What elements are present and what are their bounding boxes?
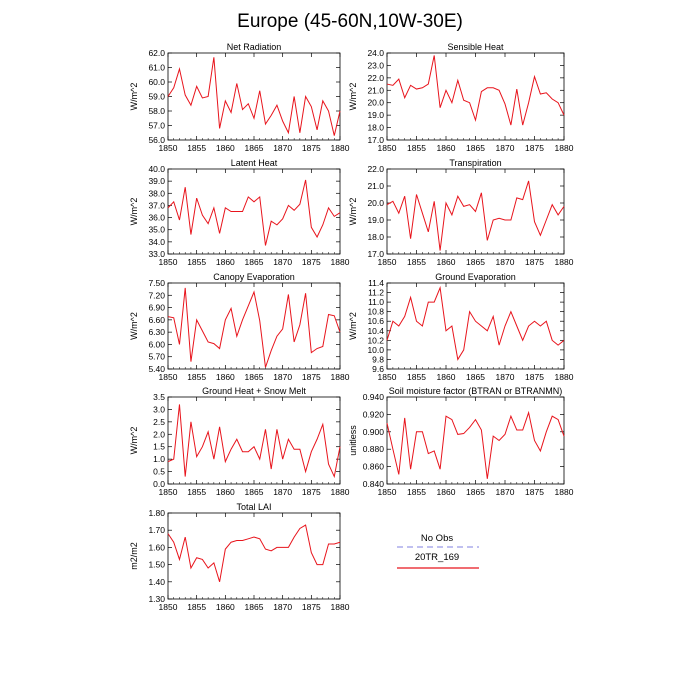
y-axis-label: W/m^2 <box>129 197 139 226</box>
x-tick-label: 1880 <box>554 372 574 382</box>
y-axis-label: W/m^2 <box>129 312 139 340</box>
x-tick-label: 1875 <box>301 487 321 497</box>
y-axis-label: W/m^2 <box>129 426 139 455</box>
series-line-20tr-169 <box>387 288 564 360</box>
y-tick-label: 23.0 <box>367 60 384 71</box>
x-tick-label: 1880 <box>330 487 350 497</box>
y-axis-label: W/m^2 <box>348 82 358 111</box>
y-tick-label: 2.5 <box>153 416 165 427</box>
y-tick-label: 2.0 <box>153 429 165 440</box>
y-tick-label: 39.0 <box>148 176 165 187</box>
y-tick-label: 0.5 <box>153 466 165 477</box>
panel-latent-heat <box>129 158 350 267</box>
x-tick-label: 1850 <box>377 257 397 267</box>
y-tick-label: 22.0 <box>367 72 384 83</box>
x-tick-label: 1870 <box>495 372 515 382</box>
x-tick-label: 1865 <box>244 602 264 612</box>
y-tick-label: 10.0 <box>367 344 384 355</box>
y-tick-label: 20.0 <box>367 97 384 108</box>
y-tick-label: 1.40 <box>148 576 165 587</box>
y-tick-label: 5.40 <box>148 364 165 374</box>
plot-frame <box>168 169 340 254</box>
y-tick-label: 24.0 <box>367 48 384 58</box>
y-axis-label: W/m^2 <box>348 312 358 340</box>
y-tick-label: 0.900 <box>362 426 384 437</box>
y-tick-label: 19.0 <box>367 215 384 225</box>
y-tick-label: 10.2 <box>367 335 384 346</box>
plot-frame <box>168 513 340 599</box>
y-tick-label: 1.50 <box>148 559 165 570</box>
x-tick-label: 1855 <box>407 372 426 382</box>
panel-sensible-heat <box>348 42 574 153</box>
x-tick-label: 1875 <box>301 602 321 612</box>
x-tick-label: 1855 <box>407 487 426 497</box>
series-line-20tr-169 <box>168 288 340 367</box>
x-tick-label: 1860 <box>215 257 235 267</box>
x-tick-label: 1870 <box>273 372 293 382</box>
y-tick-label: 1.60 <box>148 542 165 553</box>
x-tick-label: 1850 <box>377 372 397 382</box>
y-tick-label: 11.4 <box>368 278 384 288</box>
panel-title-transpiration: Transpiration <box>449 158 502 168</box>
panel-soil-moisture-factor-btran-or-btranmn <box>348 386 574 497</box>
plot-frame <box>387 53 564 140</box>
y-tick-label: 7.50 <box>148 278 165 288</box>
x-tick-label: 1875 <box>525 143 544 153</box>
y-tick-label: 21.0 <box>367 181 384 191</box>
y-tick-label: 0.860 <box>362 461 384 472</box>
y-tick-label: 0.880 <box>362 444 384 455</box>
legend-label-20tr-169: 20TR_169 <box>414 552 460 563</box>
y-tick-label: 37.0 <box>148 200 165 211</box>
y-tick-label: 9.6 <box>372 364 384 374</box>
y-tick-label: 1.30 <box>148 594 165 604</box>
x-tick-label: 1875 <box>525 257 544 267</box>
y-tick-label: 62.0 <box>148 48 165 58</box>
y-tick-label: 57.0 <box>148 120 165 131</box>
x-tick-label: 1875 <box>525 487 544 497</box>
x-tick-label: 1860 <box>436 257 456 267</box>
x-tick-label: 1850 <box>158 487 178 497</box>
series-line-20tr-169 <box>387 55 564 125</box>
legend <box>397 533 479 568</box>
panel-ground-heat-snow-melt <box>129 386 350 497</box>
y-tick-label: 6.90 <box>148 302 165 313</box>
y-tick-label: 3.0 <box>153 404 165 415</box>
x-tick-label: 1880 <box>554 487 574 497</box>
panel-title-net-radiation: Net Radiation <box>226 42 282 52</box>
y-tick-label: 11.2 <box>368 287 384 298</box>
series-line-20tr-169 <box>168 180 340 246</box>
legend-label-no-obs: No Obs <box>420 533 454 544</box>
x-tick-label: 1870 <box>495 257 515 267</box>
y-tick-label: 6.60 <box>148 314 165 325</box>
panel-total-lai <box>129 502 350 612</box>
y-tick-label: 1.0 <box>153 454 165 465</box>
x-tick-label: 1875 <box>301 143 321 153</box>
x-tick-label: 1860 <box>215 143 235 153</box>
y-tick-label: 19.0 <box>367 110 384 121</box>
x-tick-label: 1880 <box>330 143 350 153</box>
x-tick-label: 1860 <box>215 372 235 382</box>
panel-title-latent-heat: Latent Heat <box>230 158 278 168</box>
y-tick-label: 18.0 <box>367 122 384 133</box>
y-axis-label: unitless <box>348 425 358 456</box>
x-tick-label: 1880 <box>330 602 350 612</box>
x-tick-label: 1855 <box>187 143 207 153</box>
x-tick-label: 1865 <box>244 487 264 497</box>
panel-title-ground-heat-snow-melt: Ground Heat + Snow Melt <box>202 386 306 396</box>
y-tick-label: 1.70 <box>148 525 165 536</box>
y-tick-label: 10.6 <box>367 316 384 327</box>
series-line-20tr-169 <box>168 525 340 582</box>
panel-ground-evaporation <box>348 272 574 382</box>
x-tick-label: 1860 <box>436 372 456 382</box>
x-tick-label: 1850 <box>377 143 397 153</box>
figure-title: Europe (45-60N,10W-30E) <box>237 11 463 32</box>
y-tick-label: 6.30 <box>148 327 165 338</box>
y-tick-label: 20.0 <box>367 198 384 208</box>
plot-frame <box>387 283 564 369</box>
panels <box>129 42 574 612</box>
x-tick-label: 1875 <box>525 372 544 382</box>
x-tick-label: 1880 <box>554 257 574 267</box>
x-tick-label: 1865 <box>466 487 485 497</box>
y-tick-label: 9.8 <box>372 354 384 365</box>
x-tick-label: 1880 <box>330 372 350 382</box>
plot-frame <box>387 397 564 484</box>
y-tick-label: 38.0 <box>148 188 165 199</box>
y-tick-label: 1.5 <box>153 441 165 452</box>
x-tick-label: 1860 <box>215 602 235 612</box>
x-tick-label: 1865 <box>466 143 485 153</box>
x-tick-label: 1865 <box>466 257 485 267</box>
y-tick-label: 33.0 <box>148 249 165 259</box>
y-tick-label: 34.0 <box>148 236 165 247</box>
y-tick-label: 11.0 <box>368 297 384 308</box>
y-tick-label: 17.0 <box>367 249 384 259</box>
x-tick-label: 1870 <box>495 143 515 153</box>
series-line-20tr-169 <box>387 181 564 251</box>
y-tick-label: 5.70 <box>148 351 165 362</box>
x-tick-label: 1875 <box>301 372 321 382</box>
x-tick-label: 1850 <box>158 602 178 612</box>
panel-canopy-evaporation <box>129 272 350 382</box>
y-tick-label: 3.5 <box>153 392 165 402</box>
y-tick-label: 10.8 <box>367 306 384 317</box>
y-axis-label: m2/m2 <box>129 542 139 570</box>
y-tick-label: 0.920 <box>362 409 384 420</box>
y-tick-label: 6.00 <box>148 339 165 350</box>
y-tick-label: 40.0 <box>148 164 165 174</box>
x-tick-label: 1870 <box>273 143 293 153</box>
x-tick-label: 1875 <box>301 257 321 267</box>
x-tick-label: 1870 <box>273 487 293 497</box>
y-tick-label: 59.0 <box>148 91 165 102</box>
x-tick-label: 1870 <box>273 602 293 612</box>
x-tick-label: 1855 <box>407 257 426 267</box>
x-tick-label: 1855 <box>187 487 207 497</box>
panel-transpiration <box>348 158 574 267</box>
x-tick-label: 1880 <box>554 143 574 153</box>
panel-net-radiation <box>129 42 350 153</box>
x-tick-label: 1865 <box>244 372 264 382</box>
x-tick-label: 1855 <box>187 372 207 382</box>
y-tick-label: 17.0 <box>367 135 384 145</box>
x-tick-label: 1850 <box>377 487 397 497</box>
x-tick-label: 1850 <box>158 143 178 153</box>
x-tick-label: 1850 <box>158 372 178 382</box>
y-tick-label: 56.0 <box>148 135 165 145</box>
y-tick-label: 58.0 <box>148 106 165 116</box>
y-tick-label: 1.80 <box>148 508 165 518</box>
x-tick-label: 1860 <box>215 487 235 497</box>
y-tick-label: 35.0 <box>148 224 165 235</box>
x-tick-label: 1870 <box>273 257 293 267</box>
y-tick-label: 0.840 <box>362 479 384 489</box>
x-tick-label: 1865 <box>244 143 264 153</box>
x-tick-label: 1855 <box>187 257 207 267</box>
x-tick-label: 1860 <box>436 487 456 497</box>
x-tick-label: 1865 <box>244 257 264 267</box>
y-axis-label: W/m^2 <box>129 82 139 111</box>
x-tick-label: 1855 <box>187 602 207 612</box>
y-tick-label: 18.0 <box>367 232 384 242</box>
y-tick-label: 0.0 <box>153 479 165 489</box>
panel-title-canopy-evaporation: Canopy Evaporation <box>213 272 295 282</box>
plot-frame <box>168 283 340 369</box>
panel-title-soil-moisture-factor-btran-or-btranmn: Soil moisture factor (BTRAN or BTRANMN) <box>388 386 563 396</box>
x-tick-label: 1860 <box>436 143 456 153</box>
panel-title-ground-evaporation: Ground Evaporation <box>435 272 516 282</box>
y-tick-label: 61.0 <box>148 62 165 73</box>
y-tick-label: 10.4 <box>367 325 384 336</box>
panel-title-sensible-heat: Sensible Heat <box>447 42 504 52</box>
series-line-20tr-169 <box>168 404 340 476</box>
y-tick-label: 0.940 <box>362 392 384 402</box>
y-tick-label: 21.0 <box>367 85 384 96</box>
x-tick-label: 1865 <box>466 372 485 382</box>
x-tick-label: 1855 <box>407 143 426 153</box>
series-line-20tr-169 <box>387 413 564 479</box>
y-tick-label: 7.20 <box>148 290 165 301</box>
x-tick-label: 1870 <box>495 487 515 497</box>
series-line-20tr-169 <box>168 57 340 135</box>
x-tick-label: 1880 <box>330 257 350 267</box>
panel-title-total-lai: Total LAI <box>236 502 272 512</box>
y-axis-label: W/m^2 <box>348 197 358 226</box>
y-tick-label: 22.0 <box>367 164 384 174</box>
x-tick-label: 1850 <box>158 257 178 267</box>
y-tick-label: 60.0 <box>148 77 165 87</box>
y-tick-label: 36.0 <box>148 212 165 223</box>
